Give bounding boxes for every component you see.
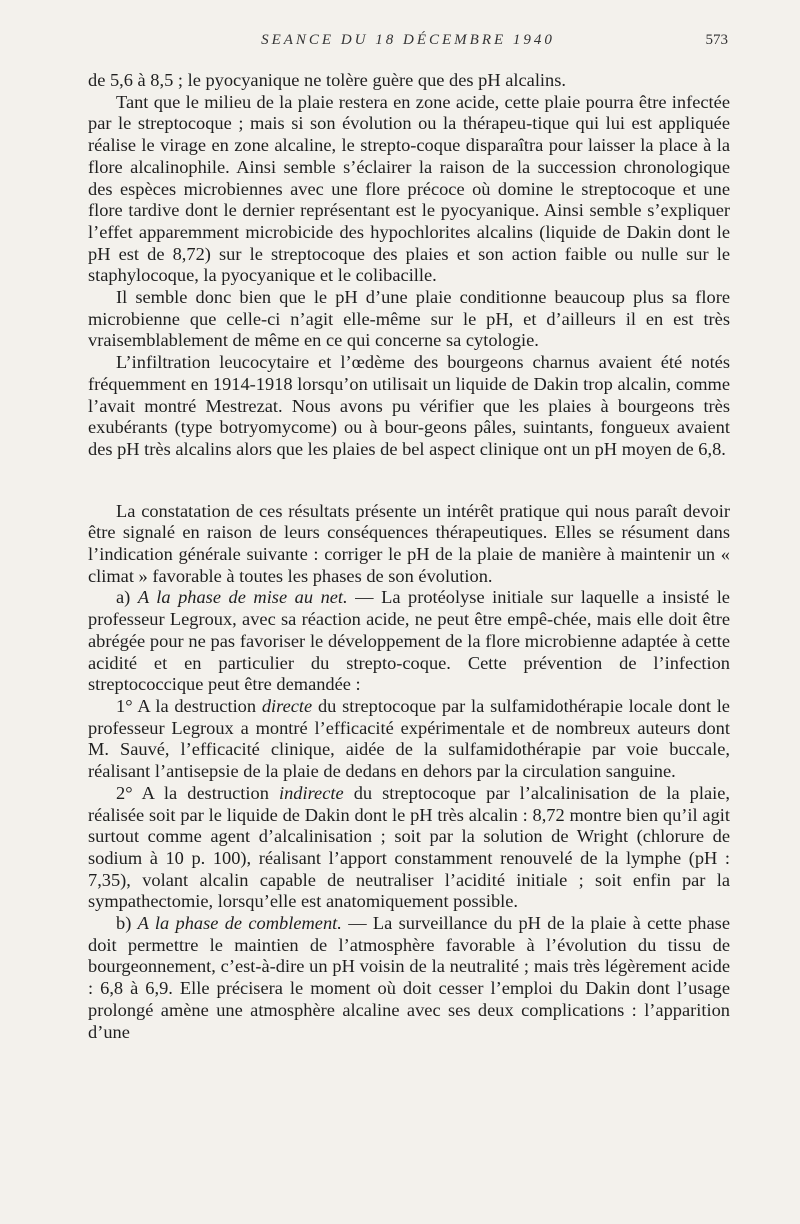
page-number: 573 bbox=[705, 32, 728, 48]
paragraph: de 5,6 à 8,5 ; le pyocyanique ne tolère guère que des pH alcalins. bbox=[88, 70, 566, 90]
list-item-1 bbox=[88, 696, 730, 783]
section-a-title: A la phase de mise au net. bbox=[137, 587, 348, 608]
section-b bbox=[88, 913, 730, 1043]
section-a bbox=[88, 587, 730, 696]
item-2-label: 2° bbox=[116, 782, 133, 803]
item-2-text: du streptocoque par l’alcalinisation de la plaie, réalisée soit par le liquide de Dakin dont le pH très alcalin : 8,72 montre bien qu’il agit surtout comme agent d’alcalinisation ; soit par la solution de Wright (chlorure de sodium à 10 p. 100), réalisant l’apport constamment renouvelé de la lymphe (pH : 7,35), volant alcalin capable de neutraliser l’acidité initiale ; soit enfin par la sympathectomie, lorsqu’elle est anatomiquement possible. bbox=[88, 782, 730, 912]
section-gap bbox=[88, 461, 730, 501]
section-b-title: A la phase de comblement. bbox=[137, 913, 342, 934]
paragraph: Il semble donc bien que le pH d’une plaie conditionne beaucoup plus sa flore microbienne que celle-ci n’agit elle-même sur le pH, et d’ailleurs il en est très vraisemblablement de même en ce qui concerne sa cytologie. bbox=[88, 287, 730, 351]
section-b-text: — La surveillance du pH de la plaie à cette phase doit permettre le maintien de l’atmosphère favorable à l’évolution du tissu de bourgeonnement, c’est-à-dire un pH voisin de la neutralité ; mais très légèrement acide : 6,8 à 6,9. Elle précisera le moment où doit cesser l’emploi du Dakin dont l’usage prolongé amène une atmosphère alcaline avec ses deux complications : l’apparition d’une bbox=[88, 913, 730, 1042]
paragraph: Tant que le milieu de la plaie restera en zone acide, cette plaie pourra être infectée par le streptocoque ; mais si son évolution ou la thérapeu-tique qui lui est appliquée réalise le virage en zone alcaline, le strepto-coque disparaîtra pour laisser la place à la flore alcalinophile. Ainsi semble s’éclairer la raison de la succession chronologique des espèces microbiennes avec une flore précoce où domine le streptocoque et une flore tardive dont le dernier représentant est le pyocyanique. Ainsi semble s’expliquer l’effet apparemment microbicide des hypochlorites alcalins (liquide de Dakin dont le pH est de 8,72) sur le streptocoque des plaies et son action faible ou nulle sur le staphylocoque, la pyocyanique et le colibacille. bbox=[88, 91, 730, 286]
article-body bbox=[88, 70, 730, 1043]
item-1-emphasis: directe bbox=[261, 695, 313, 716]
item-1-text: du streptocoque par la sulfamidothérapie locale dont le professeur Legroux a montré l’efficacité expérimentale et de nombreux auteurs dont M. Sauvé, l’efficacité clinique, aidée de la sulfamidothérapie par voie buccale, réalisant l’antisepsie de la plaie de dedans en dehors par la circulation sanguine. bbox=[88, 695, 730, 782]
page-header bbox=[88, 32, 728, 56]
paragraph: La constatation de ces résultats présente un intérêt pratique qui nous paraît devoir être signalé en raison de leurs conséquences thérapeutiques. Elles se résument dans l’indication générale suivante : corriger le pH de la plaie de manière à maintenir un « climat » favorable à toutes les phases de son évolution. bbox=[88, 500, 730, 586]
item-1-label: 1° bbox=[116, 695, 133, 716]
item-2-pre: A la destruction bbox=[141, 782, 269, 803]
section-b-label: b) bbox=[116, 913, 132, 934]
running-title: SEANCE DU 18 DÉCEMBRE 1940 bbox=[261, 32, 555, 48]
section-a-text: — La protéolyse initiale sur laquelle a insisté le professeur Legroux, avec sa réaction acide, ne peut être empê-chée, mais elle doit être abrégée pour ne pas favoriser le développement de la flore microbienne adaptée à cette acidité et en particulier du strepto-coque. Cette prévention de l’infection streptococcique peut être demandée : bbox=[88, 587, 730, 695]
list-item-2 bbox=[88, 783, 730, 913]
item-2-emphasis: indirecte bbox=[278, 782, 344, 803]
item-1-pre: A la destruction bbox=[137, 695, 257, 716]
paragraph: L’infiltration leucocytaire et l’œdème des bourgeons charnus avaient été notés fréquemment en 1914-1918 lorsqu’on utilisait un liquide de Dakin trop alcalin, comme l’avait montré Mestrezat. Nous avons pu vérifier que les plaies à bourgeons très exubérants (type botryomycome) ou à bour-geons pâles, suintants, fongueux avaient des pH très alcalins alors que les plaies de bel aspect clinique ont un pH moyen de 6,8. bbox=[88, 352, 730, 459]
section-a-label: a) bbox=[116, 587, 131, 608]
